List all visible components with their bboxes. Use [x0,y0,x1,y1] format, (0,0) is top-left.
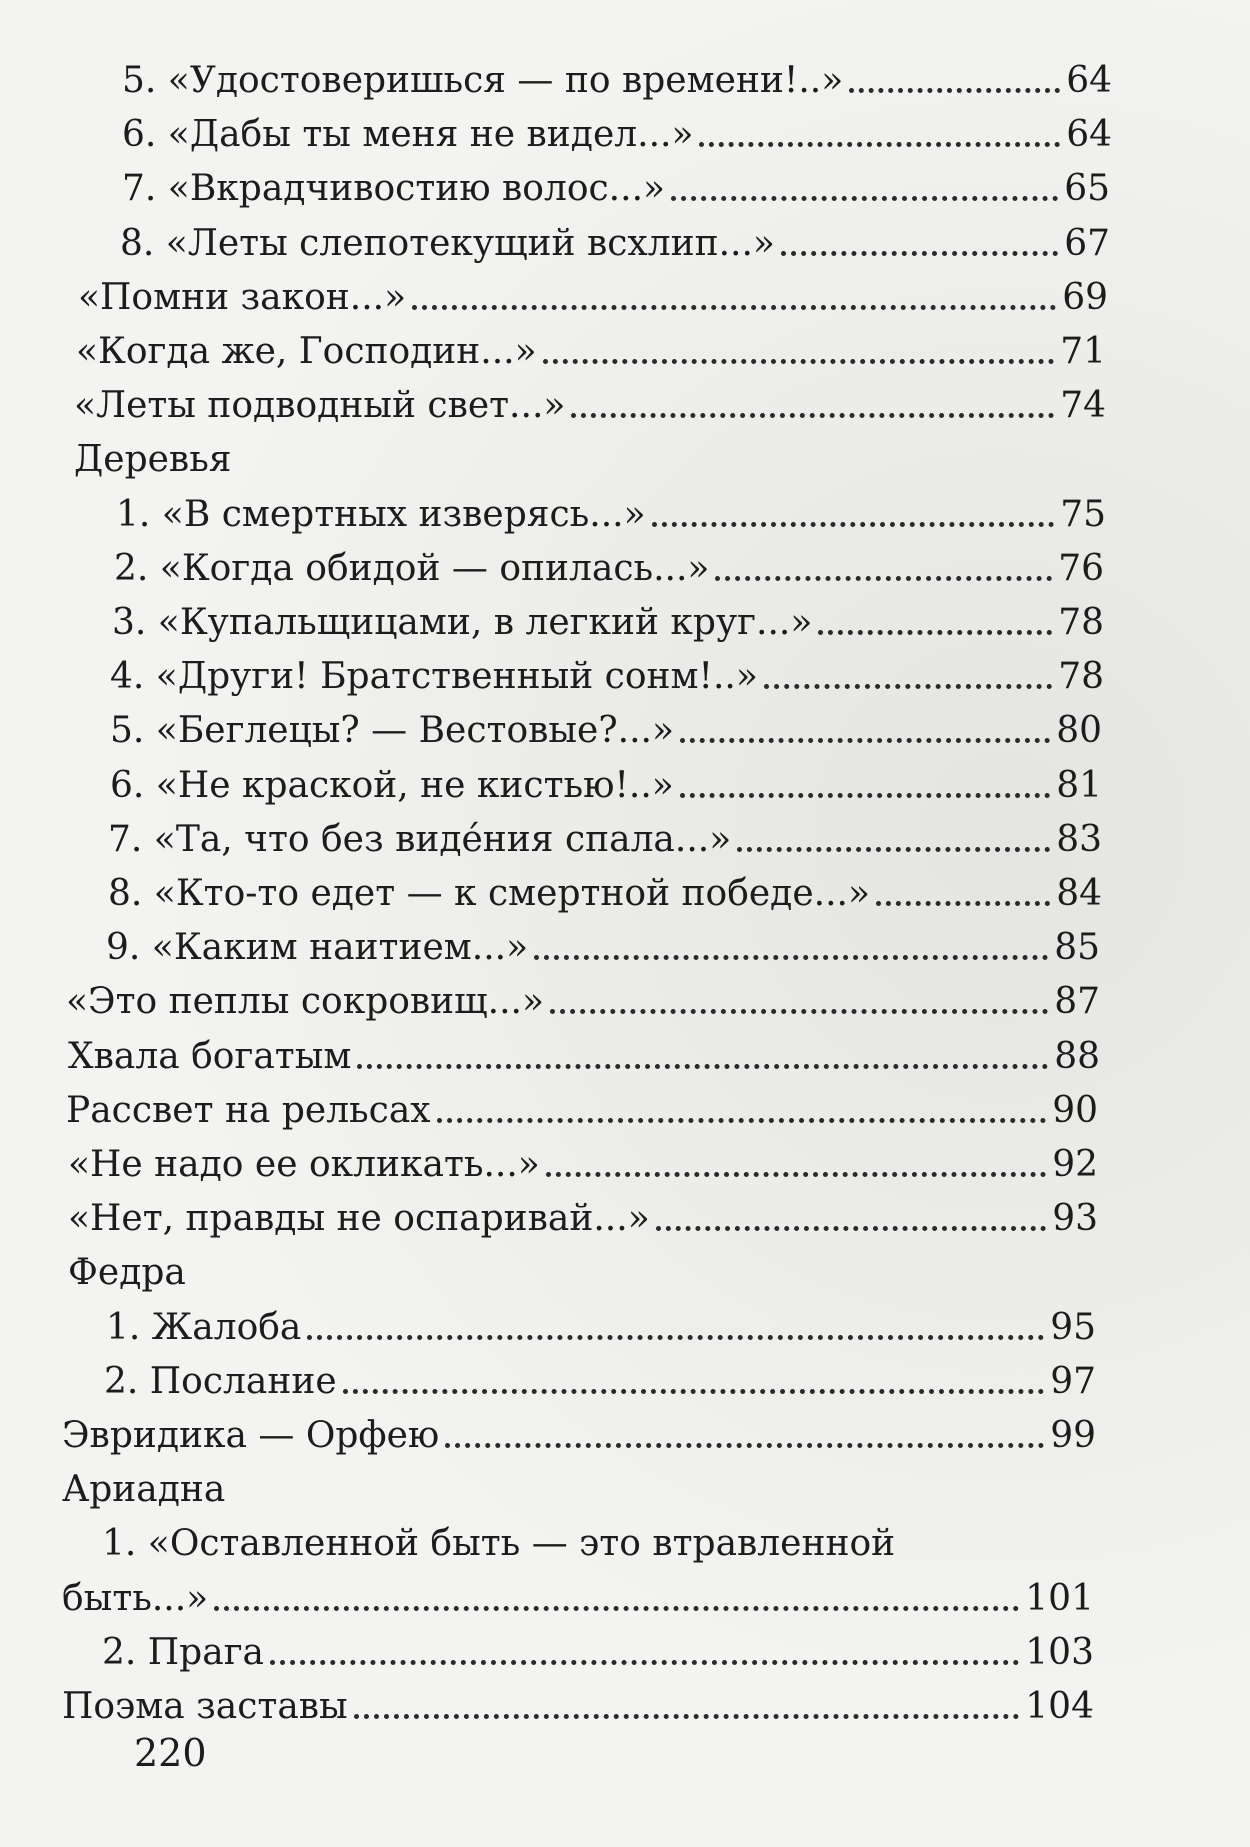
toc-entry-title: «Когда же, Господин...» [76,331,537,372]
toc-entry [62,1680,1094,1734]
dot-leader [652,522,1055,527]
toc-entry-title: 2. «Когда обидой — опилась...» [114,548,710,589]
dot-leader [307,1335,1044,1340]
toc-entry-title: Хвала богатым [68,1036,352,1077]
toc-entry [112,596,1104,650]
toc-entry [68,1192,1098,1246]
dot-leader [699,142,1060,147]
toc-entry [108,813,1102,867]
toc-entry-title: 6. «Дабы ты меня не видел...» [122,114,694,155]
toc-entry-title: «Леты подводный свет...» [74,385,566,426]
toc-entry-title: «Это пеплы сокровищ...» [66,981,545,1022]
toc-entry-title: «Не надо ее окликать...» [68,1144,540,1185]
toc-entry-page: 64 [1066,60,1112,101]
toc-entry-page: 103 [1025,1632,1094,1673]
toc-entry [116,488,1106,542]
toc-entry [110,650,1104,704]
toc-entry-page: 75 [1060,494,1106,535]
toc-entry-page: 99 [1050,1415,1096,1456]
toc-entry-page: 69 [1062,277,1108,318]
dot-leader [737,847,1050,852]
toc-entry [120,217,1110,271]
toc-entry [110,759,1102,813]
toc-entry-page: 85 [1054,927,1100,968]
toc-entry-title: 9. «Каким наитием...» [106,927,529,968]
dot-leader [715,576,1052,581]
toc-entry-page: 90 [1052,1090,1098,1131]
toc-section-heading: 1. «Оставленной быть — это втравленной [102,1523,896,1564]
toc-entry-page: 67 [1064,223,1110,264]
toc-entry-title: 1. Жалоба [106,1307,302,1348]
toc-entry-page: 95 [1050,1307,1096,1348]
toc-entry [122,162,1110,216]
dot-leader [781,251,1058,256]
toc-entry [78,271,1108,325]
toc-entry-title: «Нет, правды не оспаривай...» [68,1198,650,1239]
dot-leader [343,1389,1045,1394]
toc-entry-page: 78 [1058,602,1104,643]
toc-entry [110,704,1102,758]
toc-entry-page: 97 [1050,1361,1096,1402]
toc-entry [62,1409,1096,1463]
toc-entry-page: 81 [1056,765,1102,806]
toc-entry-title: 7. «Та, что без виде́ния спала...» [108,819,732,860]
dot-leader [534,955,1048,960]
page-number-folio: 220 [134,1731,207,1775]
toc-entry-page: 74 [1060,385,1106,426]
dot-leader [680,793,1050,798]
toc-entry-page: 65 [1064,168,1110,209]
dot-leader [354,1714,1020,1719]
toc-entry-title: 2. Послание [104,1361,337,1402]
toc-entry-page: 93 [1052,1198,1098,1239]
toc-entry [106,921,1100,975]
toc-entry [66,1084,1098,1138]
dot-leader [671,196,1058,201]
toc-entry [108,867,1102,921]
dot-leader [550,1009,1048,1014]
toc-section-heading: Федра [68,1252,186,1293]
toc-entry-page: 76 [1058,548,1104,589]
toc-entry-title: Рассвет на рельсах [66,1090,431,1131]
toc-entry-title: 8. «Кто-то едет — к смертной победе...» [108,873,870,914]
toc-entry-title: 1. «В смертных изверясь...» [116,494,646,535]
toc-entry-page: 64 [1066,114,1112,155]
dot-leader [764,684,1052,689]
dot-leader [214,1606,1019,1611]
toc-entry [102,1626,1094,1680]
toc-entry-title: 2. Прага [102,1632,265,1673]
toc-entry [114,542,1104,596]
toc-entry-page: 83 [1056,819,1102,860]
dot-leader [437,1118,1047,1123]
toc-entry-title: 6. «Не краской, не кистью!..» [110,765,674,806]
toc-entry-title: 5. «Удостоверишься — по времени!..» [122,60,844,101]
dot-leader [445,1443,1044,1448]
toc-entry-title: Поэма заставы [62,1686,348,1727]
toc-entry-page: 88 [1054,1036,1100,1077]
toc-entry-title: 7. «Вкрадчивостию волос...» [122,168,666,209]
toc-entry-title: 3. «Купальщицами, в легкий круг...» [112,602,813,643]
dot-leader [546,1172,1046,1177]
toc-entry [104,1355,1096,1409]
dot-leader [270,1660,1019,1665]
dot-leader [656,1226,1046,1231]
dot-leader [571,413,1054,418]
toc-section-heading: Деревья [74,439,232,480]
toc-entry-page: 80 [1056,710,1102,751]
toc-section-heading: Ариадна [62,1469,226,1510]
dot-leader [818,630,1052,635]
toc-entry-title: «Помни закон...» [78,277,407,318]
dot-leader [680,738,1050,743]
toc-entry-page: 101 [1025,1578,1094,1619]
toc-entry-page: 71 [1060,331,1106,372]
dot-leader [543,359,1055,364]
toc-entry-page: 84 [1056,873,1102,914]
toc-entry-page: 104 [1025,1686,1094,1727]
toc-entry-title: быть...» [62,1578,209,1619]
dot-leader [876,901,1050,906]
toc-entry [62,1572,1094,1626]
toc-entry [76,325,1106,379]
toc-entry-title: 5. «Беглецы? — Вестовые?...» [110,710,674,751]
toc-entry-title: 4. «Други! Братственный сонм!..» [110,656,758,697]
toc-entry [122,108,1112,162]
toc-entry-title: Эвридика — Орфею [62,1415,440,1456]
dot-leader [357,1064,1048,1069]
toc-entry-page: 87 [1054,981,1100,1022]
toc-entry [68,1030,1100,1084]
toc-entry [66,975,1100,1029]
toc-entry [106,1301,1096,1355]
toc-entry [68,1138,1098,1192]
toc-entry [74,379,1106,433]
dot-leader [412,305,1056,310]
toc-entry [122,54,1112,108]
toc-entry-title: 8. «Леты слепотекущий всхлип...» [120,223,775,264]
dot-leader [849,88,1060,93]
toc-entry-page: 78 [1058,656,1104,697]
toc-entry-page: 92 [1052,1144,1098,1185]
